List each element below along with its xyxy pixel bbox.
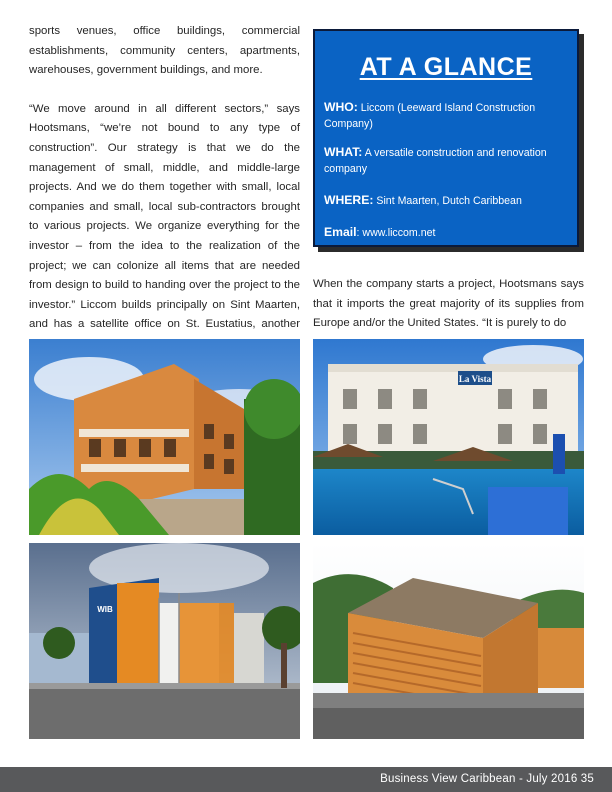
glance-who-value: Liccom (Leeward Island Construction Company) <box>324 102 536 130</box>
at-a-glance-box <box>313 29 579 247</box>
left-column-text <box>29 22 300 393</box>
bank-sign-text: WIB <box>97 605 113 614</box>
hotel-sign-text: La Vista <box>458 374 492 384</box>
right-paragraph-1: When the company starts a project, Hootsmans says that it imports the great majority of its supplies from Europe and/or the United States. “It is purely to do <box>313 278 584 330</box>
footer-bar <box>0 767 612 792</box>
glance-email-value[interactable]: : www.liccom.net <box>356 227 436 239</box>
photo-wib-bank-building <box>29 543 300 739</box>
glance-what-label: WHAT: <box>324 145 363 159</box>
glance-email-label: Email <box>324 225 357 239</box>
photo-orange-apartment-building <box>29 339 300 535</box>
glance-where-value: Sint Maarten, Dutch Caribbean <box>376 195 522 207</box>
at-a-glance-title: AT A GLANCE <box>359 53 533 81</box>
glance-what <box>324 144 565 177</box>
glance-who <box>324 99 565 132</box>
photo-orange-slatted-building <box>313 543 584 739</box>
left-paragraph-2: “We move around in all different sectors,” says Hootsmans, “we’re not bound to any type of construction”. Our strategy is that we do the management of small, middle, and middle-large projects. And we do them together with small, local companies and small, local sub-contractors brought to various projects. We organize everything for the investor – from the idea to the realization of the project; we can colonize all items that are needed from design to build to handing over the project to the investor.” Liccom builds principally on Sint Maarten, and has a satellite office on St. Eustatius, another <box>29 102 300 331</box>
glance-where <box>324 192 565 209</box>
glance-email <box>324 224 565 241</box>
glance-what-value: A versatile construction and renovation company <box>324 147 547 175</box>
footer-publication-page: Business View Caribbean - July 2016 35 <box>380 773 594 785</box>
left-paragraph-1: sports venues, office buildings, commercial establishments, community centers, apartments, warehouses, government buildings, and more. <box>29 25 300 77</box>
glance-where-label: WHERE: <box>324 193 374 207</box>
glance-who-label: WHO: <box>324 100 358 114</box>
photo-hotel-pool <box>313 339 584 535</box>
